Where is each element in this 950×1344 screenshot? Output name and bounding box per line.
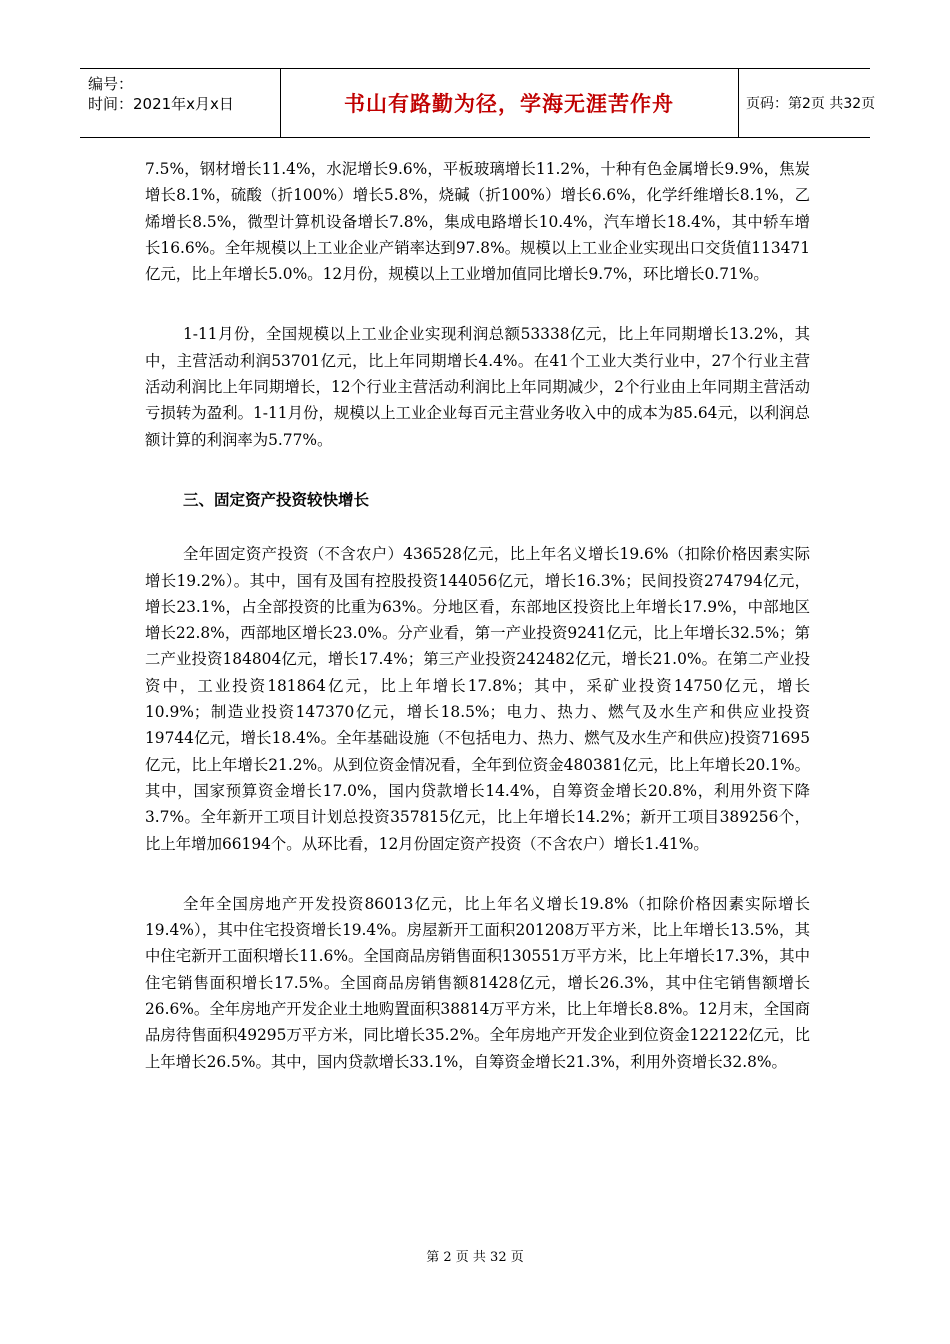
paragraph-real-estate: 全年全国房地产开发投资86013亿元，比上年名义增长19.8%（扣除价格因素实际增长19.4%），其中住宅投资增长19.4%。房屋新开工面积201208万平方米，比上年增长13.5%，其中住宅新开工面积增长11.6%。全国商品房销售面积130551万平方米，比上年增长17.3%，其中住宅销售面积增长17.5%。全国商品房销售额81428亿元，增长26.3%，其中住宅销售额增长26.6%。全年房地产开发企业土地购置面积38814万平方米，比上年增长8.8%。12月末，全国商品房待售面积49295万平方米，同比增长35.2%。全年房地产开发企业到位资金122122亿元，比上年增长26.5%。其中，国内贷款增长33.1%，自筹资金增长21.3%，利用外资增长32.8%。 [145, 894, 810, 1071]
paragraph-fixed-investment: 全年固定资产投资（不含农户）436528亿元，比上年名义增长19.6%（扣除价格因素实际增长19.2%）。其中，国有及国有控股投资144056亿元，增长16.3%；民间投资274794亿元，增长23.1%，占全部投资的比重为63%。分地区看，东部地区投资比上年增长17.9%，中部地区增长22.8%，西部地区增长23.0%。分产业看，第一产业投资9241亿元，比上年增长32.5%；第二产业投资184804亿元，增长17.4%；第三产业投资242482亿元，增长21.0%。在第二产业投资中，工业投资181864亿元，比上年增长17.8%；其中，采矿业投资14750亿元，增长10.9%；制造业投资147370亿元，增长18.5%；电力、热力、燃气及水生产和供应业投资19744亿元，增长18.4%。全年基础设施（不包括电力、热力、燃气及水生产和供应)投资71695亿元，比上年增长21.2%。从到位资金情况看，全年到位资金480381亿元，比上年增长20.1%。其中，国家预算资金增长17.0%，国内贷款增长14.4%，自筹资金增长20.8%，利用外资下降3.7%。全年新开工项目计划总投资357815亿元，比上年增长14.2%；新开工项目389256个，比上年增加66194个。从环比看，12月份固定资产投资（不含农户）增长1.41%。 [145, 545, 810, 853]
page-header [80, 68, 876, 138]
section-heading: 三、固定资产投资较快增长 [183, 490, 370, 509]
header-motto: 书山有路勤为径，学海无涯苦作舟 [280, 69, 739, 137]
header-meta [80, 69, 281, 137]
paragraph-industry-profit: 1-11月份，全国规模以上工业企业实现利润总额53338亿元，比上年同期增长13.2%，其中，主营活动利润53701亿元，比上年同期增长4.4%。在41个工业大类行业中，27个行业主营活动利润比上年同期增长，12个行业主营活动利润比上年同期减少，2个行业由上年同期主营活动亏损转为盈利。1-11月份，规模以上工业企业每百元主营业务收入中的成本为85.64元，以利润总额计算的利润率为5.77%。 [145, 325, 810, 449]
doc-number-label: 编号： [88, 75, 134, 93]
paragraph-industry-growth: 7.5%，钢材增长11.4%，水泥增长9.6%，平板玻璃增长11.2%，十种有色金属增长9.9%，焦炭增长8.1%，硫酸（折100%）增长5.8%，烧碱（折100%）增长6.6%，化学纤维增长8.1%，乙烯增长8.5%，微型计算机设备增长7.8%，集成电路增长10.4%，汽车增长18.4%，其中轿车增长16.6%。全年规模以上工业企业产销率达到97.8%。规模以上工业企业实现出口交货值113471亿元，比上年增长5.0%。12月份，规模以上工业增加值同比增长9.7%，环比增长0.71%。 [145, 160, 810, 284]
document-body [145, 156, 810, 1075]
page-footer: 第 2 页 共 32 页 [426, 1250, 524, 1265]
header-page-info: 页码：第2页 共32页 [746, 96, 876, 112]
doc-time-label: 时间：2021年x月x日 [88, 95, 234, 113]
